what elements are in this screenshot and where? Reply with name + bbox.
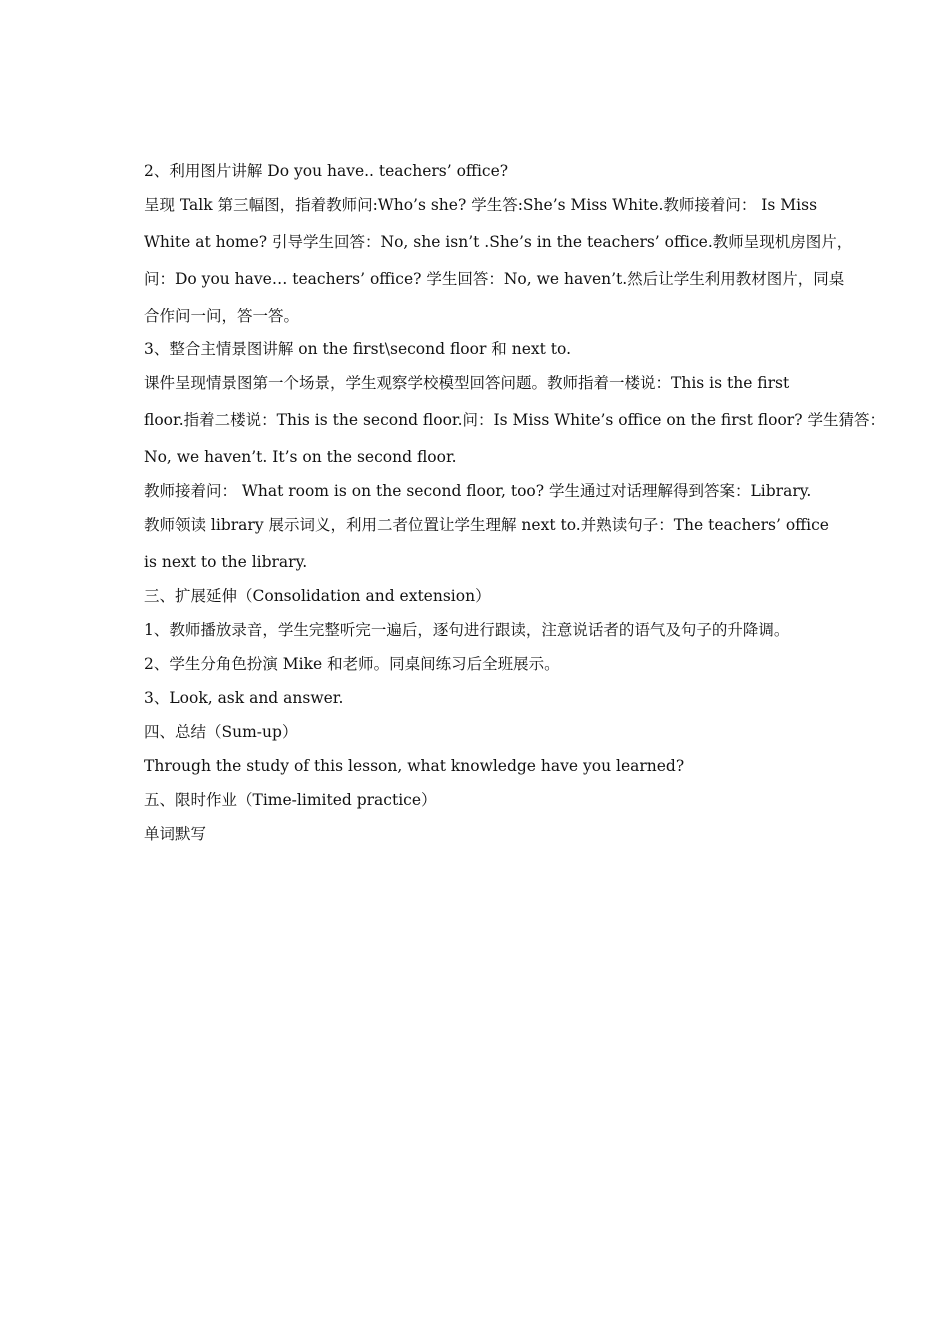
paragraph-line: Through the study of this lesson, what knowledge have you learned? — [144, 757, 685, 775]
section-3-heading: 三、扩展延伸（Consolidation and extension） — [144, 587, 491, 605]
paragraph-line: 单词默写 — [144, 825, 207, 843]
document-body — [144, 160, 885, 857]
list-item: 2、学生分角色扮演 Mike 和老师。同桌间练习后全班展示。 — [144, 655, 560, 673]
step-2-heading: 2、利用图片讲解 Do you have.. teachers’ office? — [144, 162, 509, 180]
paragraph-line: 教师接着问： What room is on the second floor, too? 学生通过对话理解得到答案：Library. — [144, 482, 812, 500]
paragraph-line: floor.指着二楼说：This is the second floor.问：Is Miss White’s office on the first floor? 学生猜答： — [144, 411, 885, 429]
paragraph-line: No, we haven’t. It’s on the second floor. — [144, 448, 457, 466]
paragraph-line: White at home? 引导学生回答：No, she isn’t .She’s in the teachers’ office.教师呈现机房图片， — [144, 233, 853, 251]
paragraph-line: 教师领读 library 展示词义，利用二者位置让学生理解 next to.并熟读句子：The teachers’ office — [144, 516, 829, 534]
section-4-heading: 四、总结（Sum-up） — [144, 723, 298, 741]
paragraph-line: 课件呈现情景图第一个场景，学生观察学校模型回答问题。教师指着一楼说：This is the first — [144, 374, 790, 392]
list-item: 1、教师播放录音，学生完整听完一遍后，逐句进行跟读，注意说话者的语气及句子的升降调。 — [144, 621, 790, 639]
step-3-heading: 3、整合主情景图讲解 on the first\second floor 和 next to. — [144, 340, 571, 358]
list-item: 3、Look, ask and answer. — [144, 689, 344, 707]
paragraph-line: 呈现 Talk 第三幅图，指着教师问:Who’s she? 学生答:She’s Miss White.教师接着问： Is Miss — [144, 196, 818, 214]
section-5-heading: 五、限时作业（Time-limited practice） — [144, 791, 437, 809]
paragraph-line: is next to the library. — [144, 553, 308, 571]
paragraph-line: 合作问一问，答一答。 — [144, 307, 300, 325]
paragraph-line: 问：Do you have… teachers’ office? 学生回答：No, we haven’t.然后让学生利用教材图片，同桌 — [144, 270, 845, 288]
